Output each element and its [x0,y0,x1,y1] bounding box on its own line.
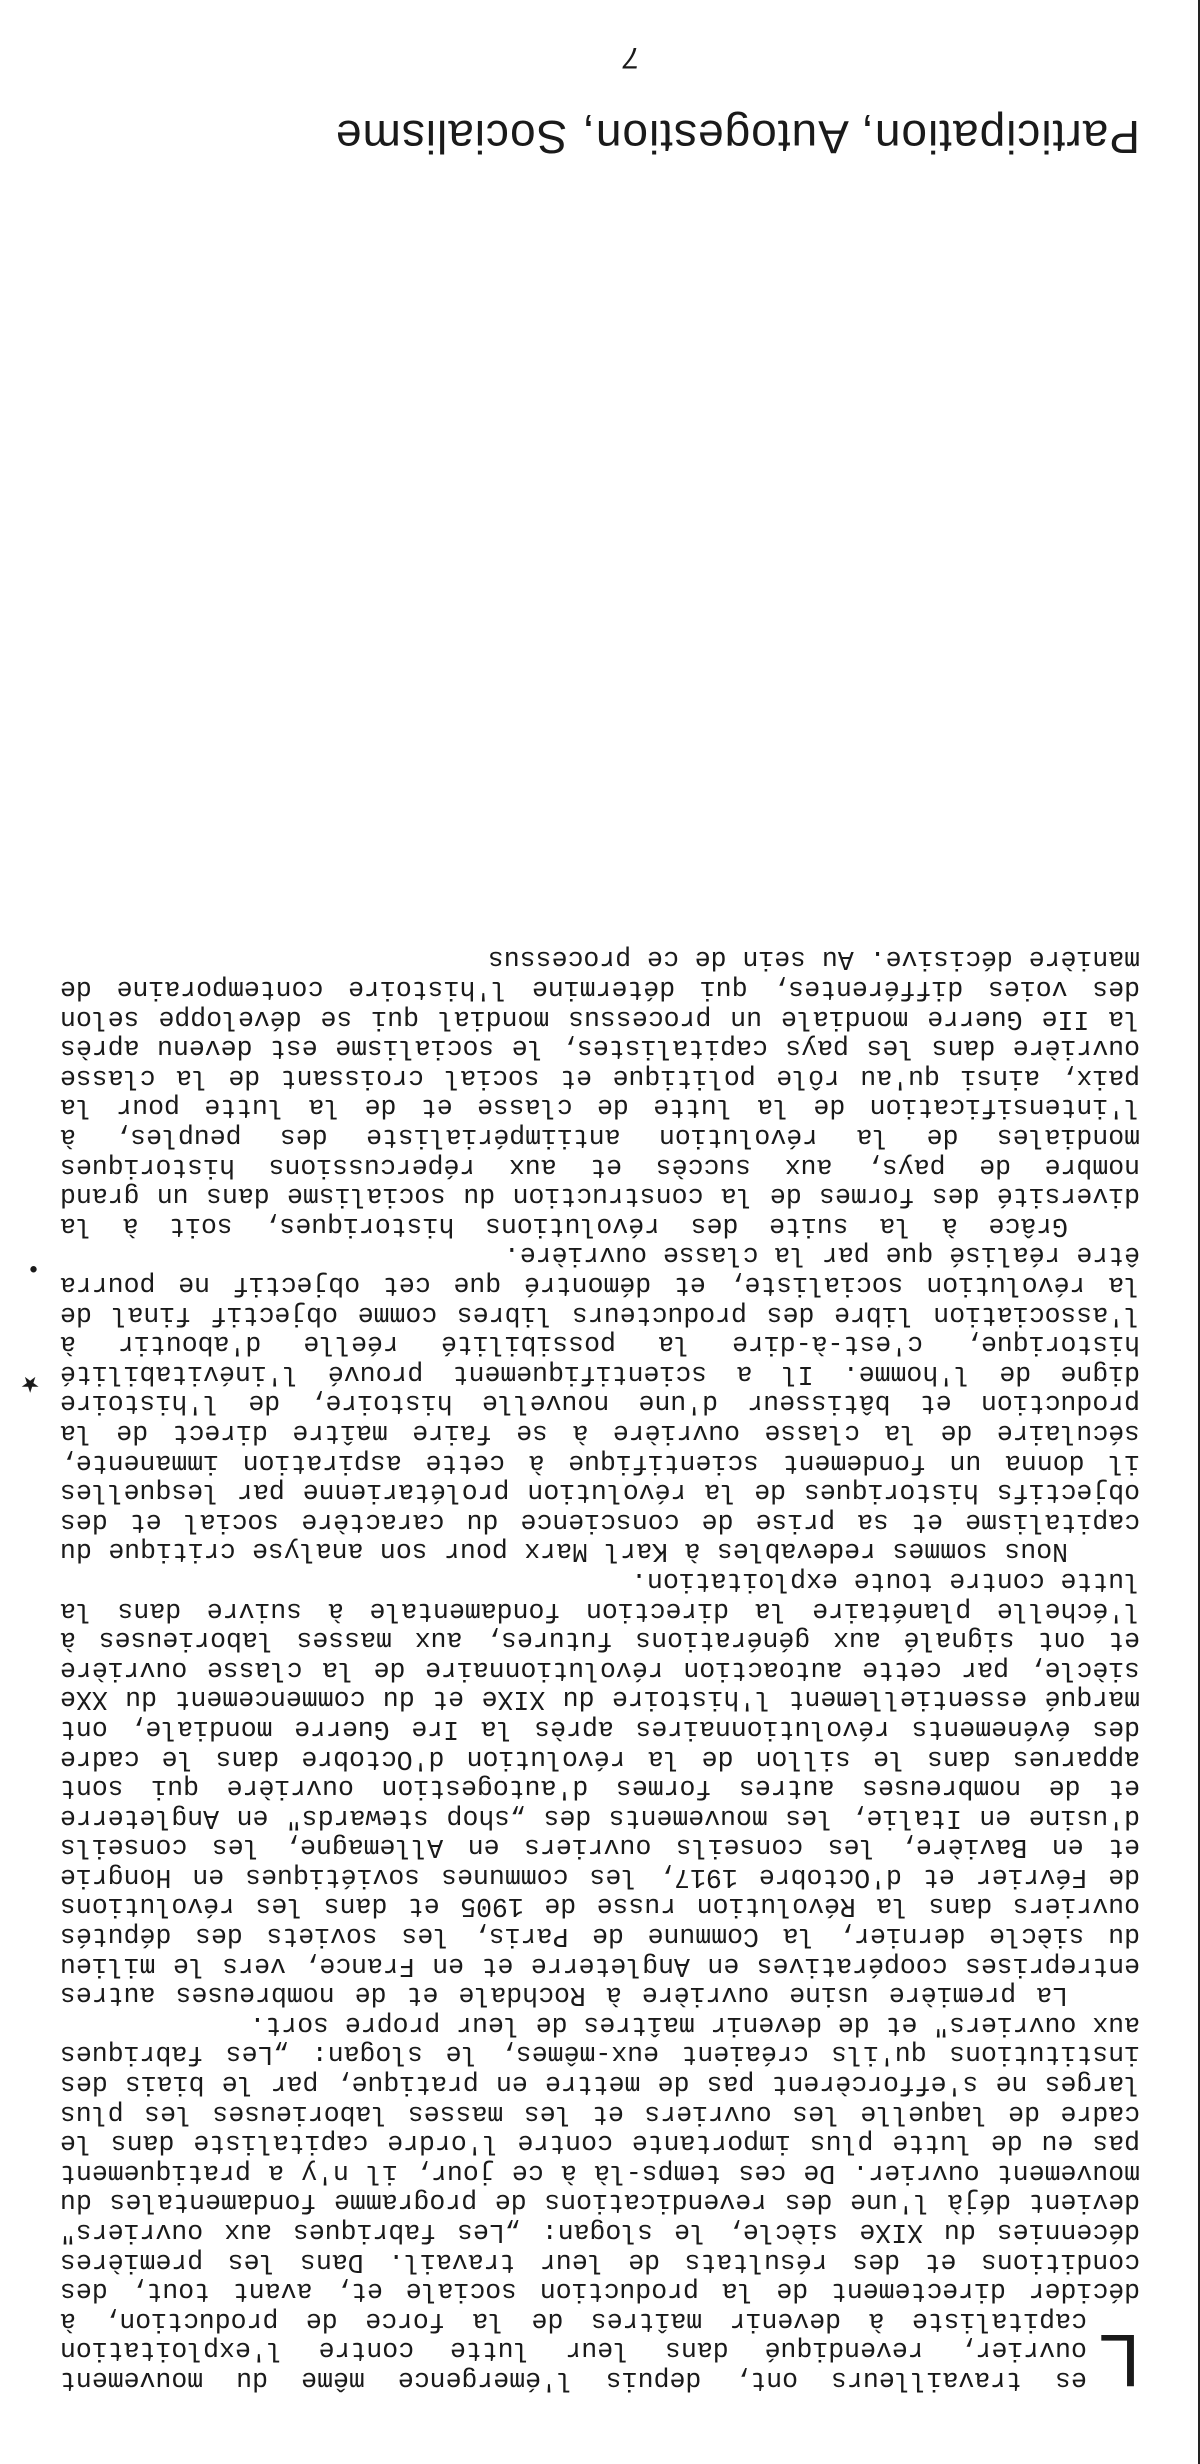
margin-bullet-icon: • [27,1255,40,1280]
paragraph-1-text: es travailleurs ont, depuis l'émergence même du mouvement ouvrier, revendiqué dans leur lutte contre l'exploitation capitaliste à devenir maîtres de la force de production, à décider directement de la production sociale et, avant tout, des conditions et des résultats de leur travail. Dans les premières décennies du XIXe siècle, le slogan: „Les fabriques aux ouvriers" devient déjà l'une des revendications de programme fondamentales du mouvement ouvrier. De ces temps-là à ce jour, il n'y a pratiquement pas eu de lutte plus importante contre l'ordre capitaliste dans le cadre de laquelle les ouvriers et les masses laborieuses les plus larges ne s'efforcèrent pas de mettre en pratique, par le biais des institutions qu'ils créaient eux-mêmes, le slogan: „Les fabriques aux ouvriers" et de devenir maîtres de leur propre sort. [60,2009,1140,2395]
page-number: 7 [623,41,640,74]
drop-cap: L [1098,2319,1140,2402]
paragraph-3: Nous sommes redevables à Karl Marx pour son analyse critique du capitalisme et sa prise de conscience du caractère social et des objectifs historiques de la révolution prolétarienne par lesquelles il donna un fondement scientifique à cette aspiration immanente, séculaire de la classe ouvrière à se faire maître direct de la production et bâtisseur d'une nouvelle histoire, de l'histoire digne de l'homme. Il a scientifiquement prouvé l'inévitabilité historique, c'est-à-dire la possibilité réelle d'aboutir à l'association libre des producteurs libres comme objectif final de la révolution socialiste, et démontré que cet objectif ne pourra être réalisé que par la classe ouvrière. [60,1240,1140,1567]
margin-star-icon: ★ [20,1371,40,1396]
page-title: Participation, Autogestion, Socialisme [334,111,1140,163]
paragraph-2: La première usine ouvrière à Rochdale et de nombreuses autres entreprises coopératives en Angleterre et en France, vers le milieu du siècle dernier, la Commune de Paris, les soviets des députés ouvriers dans la Révolution russe de 1905 et dans les révolutions de Février et d'Octobre 1917, les communes soviétiques en Hongrie et en Bavière, les conseils ouvriers en Allemagne, les conseils d'usine en Italie, les mouvements des „shop stewards" en Angleterre et de nombreuses autres formes d'autogestion ouvrière qui sont apparues dans le sillon de la révolution d'Octobre dans le cadre des événements révolutionnaires après la Ire Guerre mondiale, ont marqué essentiellement l'histoire du XIXe et du commencement du XXe siècle, par cette autoaction révolutionnaire de la classe ouvrière et ont signalé aux générations futures, aux masses laborieuses à l'échelle planétaire la direction fondamentale à suivre dans la lutte contre toute exploitation. [60,1565,1140,2011]
paragraph-4: Grâce à la suite des révolutions historiques, soit à la diversité des formes de la construction du socialisme dans un grand nombre de pays, aux succès et aux répercussions historiques mondiales de la révolution antiimpérialiste des peuples, à l'intensification de la lutte de classe et de la lutte pour la paix, ainsi qu'au rôle politique et social croissant de la classe ouvrière dans les pays capitalistes, le socialisme est devenu après la IIe Guerre mondiale un processus mondial qui se développe selon des voies différentes, qui détermine l'histoire contemporaine de manière décisive. Au sein de ce processus [60,944,1140,1241]
article-body [60,944,1140,2402]
paragraph-1 [60,2009,1140,2402]
